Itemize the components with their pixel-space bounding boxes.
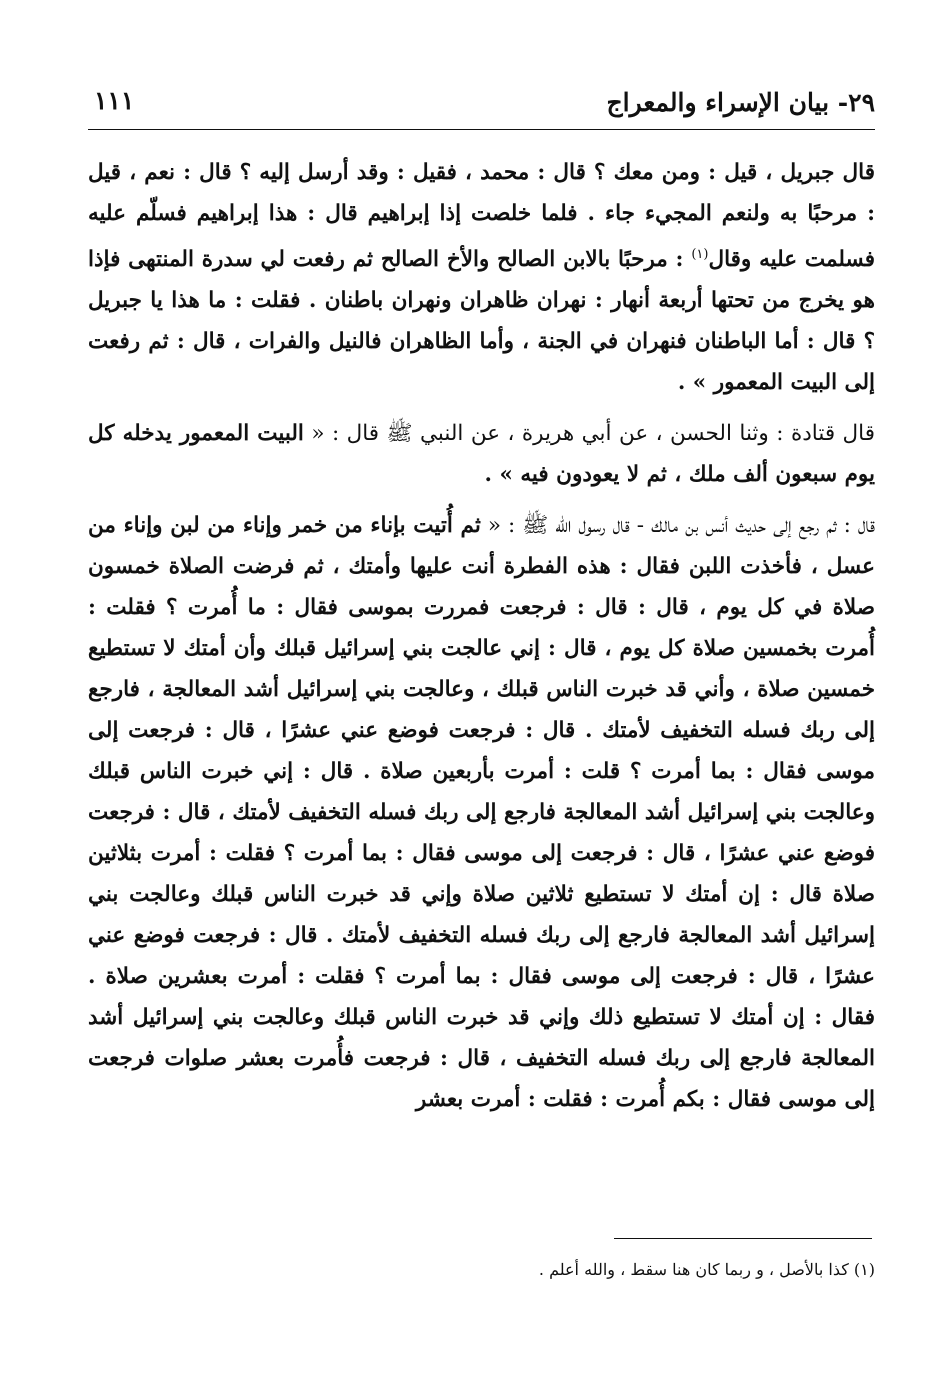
chapter-title: ٢٩- بيان الإسراء والمعراج: [606, 88, 875, 117]
header-rule: [88, 129, 875, 130]
paragraph-text: قال جبريل ، قيل : ومن معك ؟ قال : محمد ، فقيل : وقد أرسل إليه ؟ قال : نعم ، قيل : مرحبًا به ولنعم المجيء جاء . فلما خلصت إذا إبراهيم قال : هذا إبراهيم فسلّم عليه فسلمت عليه وقال: [88, 160, 875, 273]
paragraph-1: [88, 152, 875, 403]
footnote-marker: (١): [691, 247, 709, 262]
paragraph-text: : مرحبًا بالابن الصالح والأخ الصالح ثم رفعت لي سدرة المنتهى فإذا هو يخرج من تحتها أربعة أنهار : نهران ظاهران ونهران باطنان . فقلت : ما هذا يا جبريل ؟ قال : أما الباطنان فنهران في الجنة ، وأما الظاهران فالنيل والفرات ، قال : ثم رفعت إلى البيت المعمور » .: [88, 247, 875, 396]
page-header: [88, 84, 875, 130]
paragraph-3: [88, 505, 875, 1120]
paragraph-2: [88, 413, 875, 495]
paragraph-text: قال : ثم رجع إلى حديث أنس بن مالك - قال رسول الله ﷺ : «: [480, 513, 875, 539]
paragraph-text: ثم أُتيت بإناء من خمر وإناء من لبن وإناء من عسل ، فأخذت اللبن فقال : هذه الفطرة أنت عليها وأمتك ، ثم فرضت الصلاة خمسون صلاة في كل يوم ، قال : قال : فرجعت فمررت بموسى فقال : ما أُمرت ؟ فقلت : أُمرت بخمسين صلاة كل يوم ، قال : إني عالجت بني إسرائيل قبلك وأن أمتك لا تستطيع خمسين صلاة ، وأني قد خبرت الناس قبلك ، وعالجت بني إسرائيل أشد المعالجة ، فارجع إلى ربك فسله التخفيف لأمتك . قال : فرجعت فوضع عني عشرًا ، قال : فرجعت إلى موسى فقال : بما أمرت ؟ قلت : أمرت بأربعين صلاة . قال : إني خبرت الناس قبلك وعالجت بني إسرائيل أشد المعالجة فارجع إلى ربك فسله التخفيف لأمتك ، قال : فرجعت فوضع عني عشرًا ، قال : فرجعت إلى موسى فقال : بما أمرت ؟ فقلت : أمرت بثلاثين صلاة قال : إن أمتك لا تستطيع ثلاثين صلاة وإني قد خبرت الناس قبلك وعالجت بني إسرائيل أشد المعالجة فارجع إلى ربك فسله التخفيف لأمتك . قال : فرجعت فوضع عني عشرًا ، قال : فرجعت إلى موسى فقال : بما أمرت ؟ فقلت : أمرت بعشرين صلاة . فقال : إن أمتك لا تستطيع ذلك وإني قد خبرت الناس قبلك وعالجت بني إسرائيل أشد المعالجة فارجع إلى ربك فسله التخفيف ، قال : فرجعت فأُمرت بعشر صلوات فرجعت إلى موسى فقال : بكم أُمرت : فقلت : أمرت بعشر: [88, 513, 875, 1113]
footnote: (١) كذا بالأصل ، و ربما كان هنا سقط ، والله أعلم .: [538, 1260, 875, 1279]
paragraph-text: قال قتادة : وثنا الحسن ، عن أبي هريرة ، عن النبي ﷺ قال : «: [303, 421, 875, 447]
page-number: ١١١: [94, 86, 135, 115]
body-text: [88, 152, 875, 1130]
paragraph-text: البيت المعمور يدخله كل يوم سبعون ألف ملك ، ثم لا يعودون فيه » .: [88, 421, 875, 488]
footnote-rule: [614, 1238, 872, 1239]
